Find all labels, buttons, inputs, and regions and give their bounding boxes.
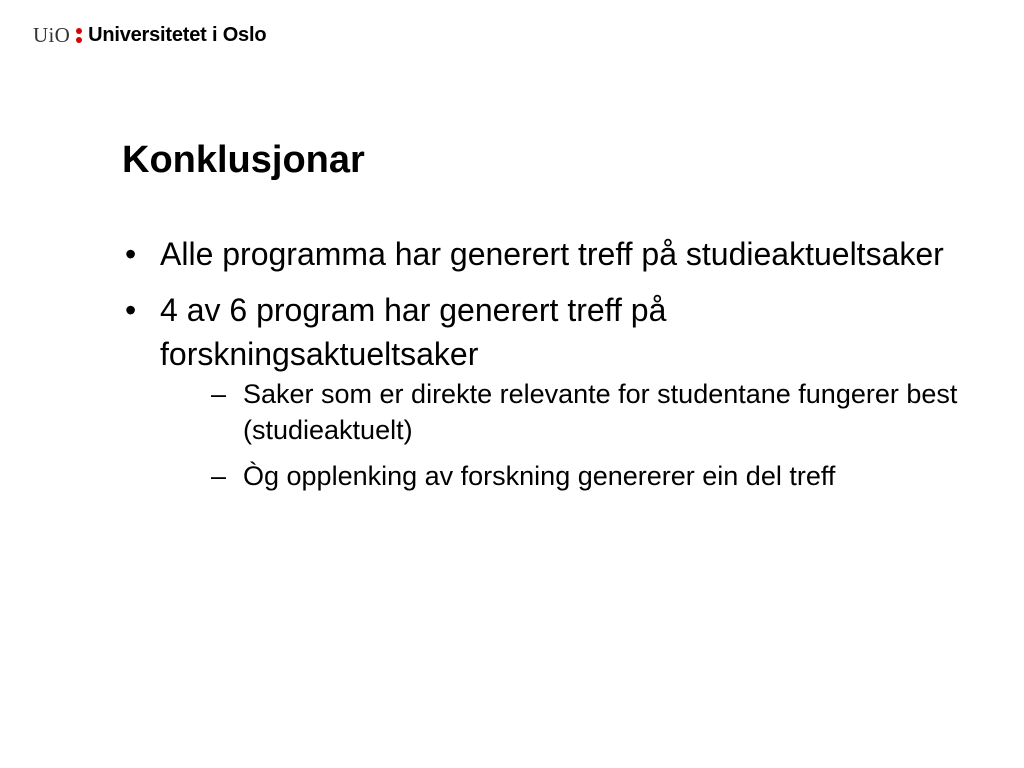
logo-uio-text: UiO bbox=[33, 22, 71, 47]
logo-university-name: Universitetet i Oslo bbox=[88, 23, 267, 46]
logo-colon-icon bbox=[76, 28, 82, 43]
sub-bullet-item bbox=[160, 376, 982, 448]
dash-marker-icon: – bbox=[211, 379, 227, 409]
bullet-text: 4 av 6 program har generert treff på forskningsaktueltsaker bbox=[160, 292, 667, 372]
bullet-text: Alle programma har generert treff på studieaktueltsaker bbox=[160, 236, 944, 272]
bullet-marker-icon: • bbox=[125, 292, 137, 328]
bullet-item bbox=[122, 232, 982, 276]
sub-bullet-list bbox=[160, 376, 982, 494]
dash-marker-icon: – bbox=[211, 461, 227, 491]
bullet-list bbox=[122, 232, 982, 506]
bullet-marker-icon: • bbox=[125, 236, 137, 272]
sub-bullet-text: Òg opplenking av forskning genererer ein del treff bbox=[243, 461, 836, 491]
uio-logo bbox=[33, 22, 266, 48]
sub-bullet-text: Saker som er direkte relevante for studentane fungerer best (studieaktuelt) bbox=[243, 379, 958, 445]
slide-title: Konklusjonar bbox=[122, 139, 365, 181]
sub-bullet-item bbox=[160, 458, 982, 494]
bullet-item bbox=[122, 288, 982, 494]
